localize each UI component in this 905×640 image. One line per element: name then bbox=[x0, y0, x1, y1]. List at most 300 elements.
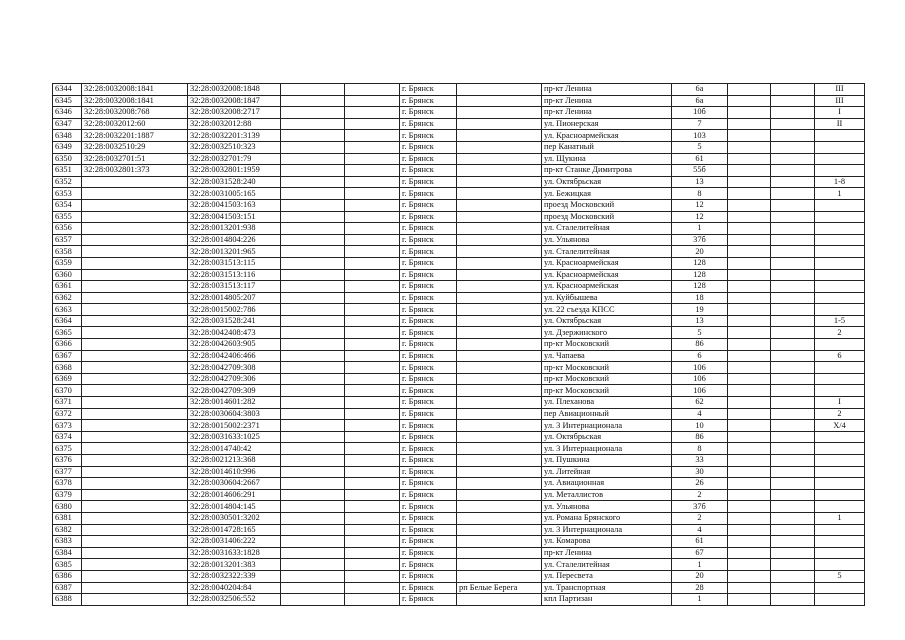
blank-cell bbox=[728, 478, 771, 490]
blank-cell bbox=[728, 223, 771, 235]
district-cell bbox=[457, 199, 542, 211]
street-cell: проезд Московский bbox=[542, 211, 672, 223]
district-cell bbox=[457, 408, 542, 420]
blank-cell bbox=[345, 211, 400, 223]
city-cell: г. Брянск bbox=[400, 118, 457, 130]
row-number-cell: 6346 bbox=[53, 107, 82, 119]
blank-cell bbox=[728, 339, 771, 351]
district-cell bbox=[457, 269, 542, 281]
city-cell: г. Брянск bbox=[400, 478, 457, 490]
table-row bbox=[53, 130, 865, 142]
street-cell: ул. Щукина bbox=[542, 153, 672, 165]
cadastral-number-cell: 32:28:0015002:2371 bbox=[188, 420, 281, 432]
street-cell: пер Канатный bbox=[542, 141, 672, 153]
blank-cell bbox=[281, 188, 345, 200]
street-cell: ул. Металлистов bbox=[542, 489, 672, 501]
blank-cell bbox=[728, 524, 771, 536]
row-number-cell: 6352 bbox=[53, 176, 82, 188]
blank-cell bbox=[281, 257, 345, 269]
city-cell: г. Брянск bbox=[400, 176, 457, 188]
district-cell: рп Белые Берега bbox=[457, 582, 542, 594]
blank-cell bbox=[281, 165, 345, 177]
blank-cell bbox=[281, 107, 345, 119]
premises-number-cell: III bbox=[815, 84, 865, 96]
house-number-cell: 7 bbox=[672, 118, 728, 130]
district-cell bbox=[457, 281, 542, 293]
street-cell: ул. Красноармейская bbox=[542, 281, 672, 293]
cadastral-number-cell: 32:28:0013201:383 bbox=[188, 559, 281, 571]
table-row bbox=[53, 536, 865, 548]
blank-cell bbox=[281, 211, 345, 223]
district-cell bbox=[457, 431, 542, 443]
previous-cadastral-number-cell bbox=[82, 223, 188, 235]
blank-cell bbox=[345, 107, 400, 119]
blank-cell bbox=[281, 373, 345, 385]
blank-cell bbox=[281, 455, 345, 467]
blank-cell bbox=[345, 443, 400, 455]
blank-cell bbox=[728, 130, 771, 142]
city-cell: г. Брянск bbox=[400, 315, 457, 327]
city-cell: г. Брянск bbox=[400, 95, 457, 107]
city-cell: г. Брянск bbox=[400, 281, 457, 293]
row-number-cell: 6373 bbox=[53, 420, 82, 432]
cadastral-number-cell: 32:28:0032008:1847 bbox=[188, 95, 281, 107]
blank-cell bbox=[771, 234, 815, 246]
premises-number-cell bbox=[815, 246, 865, 258]
city-cell: г. Брянск bbox=[400, 536, 457, 548]
premises-number-cell bbox=[815, 489, 865, 501]
house-number-cell: 86 bbox=[672, 431, 728, 443]
cadastral-number-cell: 32:28:0014804:226 bbox=[188, 234, 281, 246]
previous-cadastral-number-cell: 32:28:0032201:1887 bbox=[82, 130, 188, 142]
blank-cell bbox=[771, 223, 815, 235]
table-row bbox=[53, 547, 865, 559]
city-cell: г. Брянск bbox=[400, 292, 457, 304]
blank-cell bbox=[728, 199, 771, 211]
blank-cell bbox=[728, 559, 771, 571]
previous-cadastral-number-cell bbox=[82, 304, 188, 316]
blank-cell bbox=[771, 524, 815, 536]
cadastral-number-cell: 32:28:0040204:84 bbox=[188, 582, 281, 594]
street-cell: пр-кт Московский bbox=[542, 362, 672, 374]
cadastral-number-cell: 32:28:0030501:3202 bbox=[188, 512, 281, 524]
table-row bbox=[53, 223, 865, 235]
cadastral-number-cell: 32:28:0042709:309 bbox=[188, 385, 281, 397]
previous-cadastral-number-cell bbox=[82, 292, 188, 304]
blank-cell bbox=[281, 130, 345, 142]
previous-cadastral-number-cell: 32:28:0032008:1841 bbox=[82, 84, 188, 96]
city-cell: г. Брянск bbox=[400, 107, 457, 119]
blank-cell bbox=[771, 176, 815, 188]
city-cell: г. Брянск bbox=[400, 420, 457, 432]
blank-cell bbox=[345, 501, 400, 513]
house-number-cell: 12 bbox=[672, 199, 728, 211]
blank-cell bbox=[728, 594, 771, 606]
premises-number-cell bbox=[815, 199, 865, 211]
blank-cell bbox=[728, 501, 771, 513]
premises-number-cell: 5 bbox=[815, 570, 865, 582]
blank-cell bbox=[345, 223, 400, 235]
house-number-cell: 6 bbox=[672, 350, 728, 362]
row-number-cell: 6358 bbox=[53, 246, 82, 258]
street-cell: ул. Ульянова bbox=[542, 501, 672, 513]
house-number-cell: 37б bbox=[672, 234, 728, 246]
table-row bbox=[53, 176, 865, 188]
previous-cadastral-number-cell bbox=[82, 257, 188, 269]
city-cell: г. Брянск bbox=[400, 327, 457, 339]
cadastral-number-cell: 32:28:0032008:2717 bbox=[188, 107, 281, 119]
blank-cell bbox=[281, 512, 345, 524]
previous-cadastral-number-cell bbox=[82, 397, 188, 409]
previous-cadastral-number-cell bbox=[82, 420, 188, 432]
district-cell bbox=[457, 524, 542, 536]
row-number-cell: 6359 bbox=[53, 257, 82, 269]
city-cell: г. Брянск bbox=[400, 246, 457, 258]
cadastral-number-cell: 32:28:0014740:42 bbox=[188, 443, 281, 455]
blank-cell bbox=[281, 292, 345, 304]
table-row bbox=[53, 397, 865, 409]
street-cell: ул. Сталелитейная bbox=[542, 223, 672, 235]
street-cell: ул. 22 съезда КПСС bbox=[542, 304, 672, 316]
blank-cell bbox=[281, 443, 345, 455]
premises-number-cell bbox=[815, 559, 865, 571]
blank-cell bbox=[345, 385, 400, 397]
row-number-cell: 6366 bbox=[53, 339, 82, 351]
blank-cell bbox=[728, 373, 771, 385]
table-row bbox=[53, 315, 865, 327]
cadastral-number-cell: 32:28:0014601:282 bbox=[188, 397, 281, 409]
blank-cell bbox=[771, 339, 815, 351]
premises-number-cell: 2 bbox=[815, 327, 865, 339]
blank-cell bbox=[345, 362, 400, 374]
blank-cell bbox=[345, 559, 400, 571]
house-number-cell: 18 bbox=[672, 292, 728, 304]
cadastral-number-cell: 32:28:0032012:88 bbox=[188, 118, 281, 130]
blank-cell bbox=[771, 362, 815, 374]
table-row bbox=[53, 304, 865, 316]
blank-cell bbox=[345, 188, 400, 200]
table-row bbox=[53, 118, 865, 130]
blank-cell bbox=[345, 512, 400, 524]
row-number-cell: 6385 bbox=[53, 559, 82, 571]
premises-number-cell bbox=[815, 292, 865, 304]
blank-cell bbox=[281, 118, 345, 130]
previous-cadastral-number-cell bbox=[82, 594, 188, 606]
blank-cell bbox=[728, 431, 771, 443]
street-cell: ул. Плеханова bbox=[542, 397, 672, 409]
blank-cell bbox=[281, 489, 345, 501]
blank-cell bbox=[345, 455, 400, 467]
table-row bbox=[53, 153, 865, 165]
city-cell: г. Брянск bbox=[400, 188, 457, 200]
table-row bbox=[53, 489, 865, 501]
cadastral-number-cell: 32:28:0042603:905 bbox=[188, 339, 281, 351]
premises-number-cell bbox=[815, 443, 865, 455]
cadastral-number-cell: 32:28:0031633:1828 bbox=[188, 547, 281, 559]
street-cell: ул. Октябрьская bbox=[542, 431, 672, 443]
blank-cell bbox=[281, 199, 345, 211]
blank-cell bbox=[771, 478, 815, 490]
blank-cell bbox=[771, 257, 815, 269]
district-cell bbox=[457, 292, 542, 304]
premises-number-cell bbox=[815, 130, 865, 142]
table-row bbox=[53, 269, 865, 281]
blank-cell bbox=[281, 315, 345, 327]
district-cell bbox=[457, 246, 542, 258]
previous-cadastral-number-cell bbox=[82, 315, 188, 327]
blank-cell bbox=[771, 536, 815, 548]
premises-number-cell bbox=[815, 223, 865, 235]
row-number-cell: 6345 bbox=[53, 95, 82, 107]
blank-cell bbox=[281, 478, 345, 490]
previous-cadastral-number-cell bbox=[82, 362, 188, 374]
previous-cadastral-number-cell bbox=[82, 339, 188, 351]
previous-cadastral-number-cell bbox=[82, 246, 188, 258]
cadastral-number-cell: 32:28:0032201:3139 bbox=[188, 130, 281, 142]
street-cell: ул. Бежицкая bbox=[542, 188, 672, 200]
blank-cell bbox=[728, 281, 771, 293]
premises-number-cell bbox=[815, 431, 865, 443]
cadastral-number-cell: 32:28:0030604:3803 bbox=[188, 408, 281, 420]
blank-cell bbox=[771, 512, 815, 524]
district-cell bbox=[457, 84, 542, 96]
blank-cell bbox=[345, 582, 400, 594]
blank-cell bbox=[771, 327, 815, 339]
blank-cell bbox=[281, 524, 345, 536]
blank-cell bbox=[345, 84, 400, 96]
previous-cadastral-number-cell bbox=[82, 234, 188, 246]
city-cell: г. Брянск bbox=[400, 304, 457, 316]
street-cell: ул. Авиационная bbox=[542, 478, 672, 490]
previous-cadastral-number-cell bbox=[82, 559, 188, 571]
blank-cell bbox=[771, 211, 815, 223]
table-row bbox=[53, 211, 865, 223]
row-number-cell: 6362 bbox=[53, 292, 82, 304]
district-cell bbox=[457, 397, 542, 409]
previous-cadastral-number-cell bbox=[82, 455, 188, 467]
blank-cell bbox=[728, 118, 771, 130]
cadastral-number-cell: 32:28:0042709:306 bbox=[188, 373, 281, 385]
blank-cell bbox=[728, 385, 771, 397]
street-cell: пр-кт Московский bbox=[542, 385, 672, 397]
city-cell: г. Брянск bbox=[400, 257, 457, 269]
district-cell bbox=[457, 315, 542, 327]
district-cell bbox=[457, 489, 542, 501]
city-cell: г. Брянск bbox=[400, 594, 457, 606]
previous-cadastral-number-cell: 32:28:0032801:373 bbox=[82, 165, 188, 177]
cadastral-number-cell: 32:28:0042709:308 bbox=[188, 362, 281, 374]
row-number-cell: 6344 bbox=[53, 84, 82, 96]
blank-cell bbox=[771, 304, 815, 316]
blank-cell bbox=[281, 362, 345, 374]
blank-cell bbox=[345, 141, 400, 153]
district-cell bbox=[457, 443, 542, 455]
table-row bbox=[53, 385, 865, 397]
table-row bbox=[53, 350, 865, 362]
premises-number-cell: 1 bbox=[815, 512, 865, 524]
premises-number-cell bbox=[815, 257, 865, 269]
house-number-cell: 10б bbox=[672, 107, 728, 119]
blank-cell bbox=[771, 107, 815, 119]
street-cell: ул. Куйбышева bbox=[542, 292, 672, 304]
previous-cadastral-number-cell bbox=[82, 570, 188, 582]
house-number-cell: 20 bbox=[672, 570, 728, 582]
blank-cell bbox=[345, 547, 400, 559]
blank-cell bbox=[345, 130, 400, 142]
blank-cell bbox=[345, 339, 400, 351]
premises-number-cell bbox=[815, 362, 865, 374]
city-cell: г. Брянск bbox=[400, 373, 457, 385]
cadastral-number-cell: 32:28:0030604:2667 bbox=[188, 478, 281, 490]
row-number-cell: 6377 bbox=[53, 466, 82, 478]
street-cell: ул. Красноармейская bbox=[542, 257, 672, 269]
previous-cadastral-number-cell bbox=[82, 350, 188, 362]
premises-number-cell bbox=[815, 455, 865, 467]
row-number-cell: 6354 bbox=[53, 199, 82, 211]
district-cell bbox=[457, 547, 542, 559]
street-cell: пр-кт Ленина bbox=[542, 107, 672, 119]
row-number-cell: 6382 bbox=[53, 524, 82, 536]
street-cell: пр-кт Ленина bbox=[542, 84, 672, 96]
street-cell: ул. Пересвета bbox=[542, 570, 672, 582]
street-cell: ул. 3 Интернационала bbox=[542, 524, 672, 536]
blank-cell bbox=[281, 339, 345, 351]
row-number-cell: 6349 bbox=[53, 141, 82, 153]
blank-cell bbox=[771, 397, 815, 409]
house-number-cell: 1 bbox=[672, 223, 728, 235]
district-cell bbox=[457, 362, 542, 374]
district-cell bbox=[457, 176, 542, 188]
premises-number-cell bbox=[815, 373, 865, 385]
cadastral-number-cell: 32:28:0032701:79 bbox=[188, 153, 281, 165]
house-number-cell: 62 bbox=[672, 397, 728, 409]
row-number-cell: 6383 bbox=[53, 536, 82, 548]
blank-cell bbox=[281, 304, 345, 316]
district-cell bbox=[457, 373, 542, 385]
blank-cell bbox=[771, 199, 815, 211]
house-number-cell: 61 bbox=[672, 536, 728, 548]
cadastral-number-cell: 32:28:0014606:291 bbox=[188, 489, 281, 501]
blank-cell bbox=[345, 118, 400, 130]
blank-cell bbox=[281, 559, 345, 571]
cadastral-number-cell: 32:28:0013201:965 bbox=[188, 246, 281, 258]
blank-cell bbox=[771, 188, 815, 200]
street-cell: пер Авиационный bbox=[542, 408, 672, 420]
street-cell: ул. Комарова bbox=[542, 536, 672, 548]
blank-cell bbox=[345, 281, 400, 293]
blank-cell bbox=[281, 327, 345, 339]
blank-cell bbox=[281, 223, 345, 235]
premises-number-cell bbox=[815, 339, 865, 351]
blank-cell bbox=[728, 188, 771, 200]
table-row bbox=[53, 339, 865, 351]
table-row bbox=[53, 582, 865, 594]
city-cell: г. Брянск bbox=[400, 153, 457, 165]
premises-number-cell bbox=[815, 211, 865, 223]
previous-cadastral-number-cell bbox=[82, 536, 188, 548]
previous-cadastral-number-cell bbox=[82, 269, 188, 281]
premises-number-cell: 2 bbox=[815, 408, 865, 420]
row-number-cell: 6347 bbox=[53, 118, 82, 130]
blank-cell bbox=[771, 350, 815, 362]
street-cell: ул. Дзержинского bbox=[542, 327, 672, 339]
district-cell bbox=[457, 130, 542, 142]
premises-number-cell bbox=[815, 269, 865, 281]
row-number-cell: 6376 bbox=[53, 455, 82, 467]
city-cell: г. Брянск bbox=[400, 501, 457, 513]
row-number-cell: 6367 bbox=[53, 350, 82, 362]
house-number-cell: 2 bbox=[672, 489, 728, 501]
house-number-cell: 13 bbox=[672, 315, 728, 327]
row-number-cell: 6379 bbox=[53, 489, 82, 501]
blank-cell bbox=[345, 165, 400, 177]
table-row bbox=[53, 292, 865, 304]
blank-cell bbox=[345, 153, 400, 165]
previous-cadastral-number-cell: 32:28:0032008:768 bbox=[82, 107, 188, 119]
street-cell: ул. Пушкина bbox=[542, 455, 672, 467]
house-number-cell: 106 bbox=[672, 373, 728, 385]
previous-cadastral-number-cell bbox=[82, 524, 188, 536]
blank-cell bbox=[281, 246, 345, 258]
city-cell: г. Брянск bbox=[400, 130, 457, 142]
blank-cell bbox=[771, 420, 815, 432]
house-number-cell: 106 bbox=[672, 385, 728, 397]
blank-cell bbox=[345, 524, 400, 536]
district-cell bbox=[457, 512, 542, 524]
blank-cell bbox=[728, 443, 771, 455]
table-row bbox=[53, 466, 865, 478]
table-row bbox=[53, 478, 865, 490]
previous-cadastral-number-cell bbox=[82, 501, 188, 513]
city-cell: г. Брянск bbox=[400, 350, 457, 362]
house-number-cell: 128 bbox=[672, 269, 728, 281]
street-cell: ул. Красноармейская bbox=[542, 269, 672, 281]
row-number-cell: 6364 bbox=[53, 315, 82, 327]
cadastral-number-cell: 32:28:0031513:115 bbox=[188, 257, 281, 269]
table-row bbox=[53, 234, 865, 246]
premises-number-cell: 1 bbox=[815, 188, 865, 200]
blank-cell bbox=[771, 443, 815, 455]
city-cell: г. Брянск bbox=[400, 269, 457, 281]
row-number-cell: 6384 bbox=[53, 547, 82, 559]
district-cell bbox=[457, 223, 542, 235]
blank-cell bbox=[771, 292, 815, 304]
blank-cell bbox=[281, 350, 345, 362]
cadastral-number-cell: 32:28:0041503:151 bbox=[188, 211, 281, 223]
blank-cell bbox=[728, 536, 771, 548]
blank-cell bbox=[728, 455, 771, 467]
blank-cell bbox=[728, 489, 771, 501]
house-number-cell: 1 bbox=[672, 559, 728, 571]
street-cell: ул. Литейная bbox=[542, 466, 672, 478]
city-cell: г. Брянск bbox=[400, 582, 457, 594]
table-row bbox=[53, 95, 865, 107]
blank-cell bbox=[728, 153, 771, 165]
premises-number-cell bbox=[815, 594, 865, 606]
blank-cell bbox=[771, 594, 815, 606]
house-number-cell: 103 bbox=[672, 130, 728, 142]
city-cell: г. Брянск bbox=[400, 512, 457, 524]
blank-cell bbox=[728, 176, 771, 188]
house-number-cell: 26 bbox=[672, 478, 728, 490]
blank-cell bbox=[281, 95, 345, 107]
blank-cell bbox=[771, 455, 815, 467]
blank-cell bbox=[771, 281, 815, 293]
blank-cell bbox=[281, 431, 345, 443]
street-cell: пр-кт Станке Димитрова bbox=[542, 165, 672, 177]
city-cell: г. Брянск bbox=[400, 466, 457, 478]
previous-cadastral-number-cell bbox=[82, 281, 188, 293]
